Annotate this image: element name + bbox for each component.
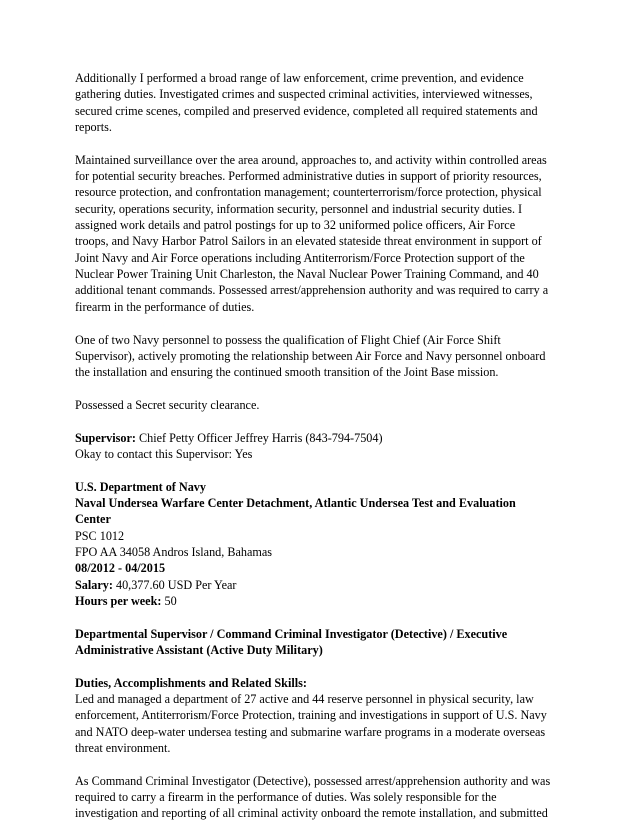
supervisor-block xyxy=(75,430,569,463)
text-line: threat environment. xyxy=(75,741,171,756)
text-line: Supervisor), actively promoting the relationship between Air Force and Navy personnel onboard xyxy=(75,348,546,363)
text-line: Possessed a Secret security clearance. xyxy=(75,397,260,412)
supervisor-line xyxy=(75,430,569,446)
text-line: the installation and ensuring the continued smooth transition of the Joint Base mission. xyxy=(75,365,499,380)
supervisor-value: Chief Petty Officer Jeffrey Harris (843-794-7504) xyxy=(135,430,383,445)
position-title-line: Departmental Supervisor / Command Criminal Investigator (Detective) / Executive xyxy=(75,626,508,641)
position-title xyxy=(75,626,569,659)
hours-value: 50 xyxy=(161,594,177,608)
text-line: Nuclear Power Training Unit Charleston, the Naval Nuclear Power Training Command, and 40 xyxy=(75,267,539,282)
hours-label: Hours per week: xyxy=(75,594,162,608)
text-line: Joint Navy and Air Force operations including Antiterrorism/Force Protection support of the xyxy=(75,250,525,265)
text-line: assigned work details and patrol postings for up to 32 uniformed police officers, Air Force xyxy=(75,218,516,233)
text-line: gathering duties. Investigated crimes and suspected criminal activities, interviewed witnesses, xyxy=(75,87,533,102)
hours-line xyxy=(75,593,569,609)
employer-block xyxy=(75,479,569,610)
employer-unit: Naval Undersea Warfare Center Detachment, Atlantic Undersea Test and Evaluation xyxy=(75,495,516,510)
text-line: secured crime scenes, compiled and preserved evidence, completed all required statements and xyxy=(75,103,538,118)
text-line: for potential security breaches. Performed administrative duties in support of priority resources, xyxy=(75,169,542,184)
salary-label: Salary: xyxy=(75,577,113,592)
employment-dates: 08/2012 - 04/2015 xyxy=(75,561,166,576)
employer-unit: Center xyxy=(75,512,111,527)
text-line: enforcement, Antiterrorism/Force Protection, training and investigations in support of U.S. Navy xyxy=(75,708,547,723)
paragraph-clearance xyxy=(75,397,569,413)
paragraph-surveillance xyxy=(75,152,569,315)
text-line: investigation and reporting of all criminal activity onboard the remote installation, and submitted xyxy=(75,806,548,821)
paragraph-law-enforcement xyxy=(75,70,569,135)
employer-agency: U.S. Department of Navy xyxy=(75,479,206,494)
duties-block xyxy=(75,675,569,757)
employer-address: FPO AA 34058 Andros Island, Bahamas xyxy=(75,544,273,559)
paragraph-investigator xyxy=(75,773,569,822)
supervisor-label: Supervisor: xyxy=(75,430,136,445)
salary-value: 40,377.60 USD Per Year xyxy=(112,577,237,592)
paragraph-flight-chief xyxy=(75,332,569,381)
duties-heading: Duties, Accomplishments and Related Skills: xyxy=(75,675,307,690)
text-line: Maintained surveillance over the area around, approaches to, and activity within controlled areas xyxy=(75,152,547,167)
employer-address: PSC 1012 xyxy=(75,528,125,543)
text-line: As Command Criminal Investigator (Detective), possessed arrest/apprehension authority and was xyxy=(75,773,551,788)
text-line: firearm in the performance of duties. xyxy=(75,299,255,314)
text-line: Led and managed a department of 27 active and 44 reserve personnel in physical security, law xyxy=(75,692,534,707)
text-line: reports. xyxy=(75,120,112,135)
text-line: Additionally I performed a broad range of law enforcement, crime prevention, and evidence xyxy=(75,71,524,85)
text-line: additional tenant commands. Possessed arrest/apprehension authority and was required to carry a xyxy=(75,283,549,298)
text-line: required to carry a firearm in the performance of duties. Was solely responsible for the xyxy=(75,790,497,805)
position-title-line: Administrative Assistant (Active Duty Military) xyxy=(75,643,323,658)
text-line: resource protection, and confrontation management; counterterrorism/force protection, physical xyxy=(75,185,542,200)
text-line: security, operations security, information security, personnel and industrial security duties. I xyxy=(75,201,523,216)
text-line: and NATO deep-water undersea testing and submarine warfare programs in a moderate overseas xyxy=(75,724,546,739)
text-line: One of two Navy personnel to possess the qualification of Flight Chief (Air Force Shift xyxy=(75,332,501,347)
salary-line xyxy=(75,577,569,593)
supervisor-contact: Okay to contact this Supervisor: Yes xyxy=(75,446,253,461)
resume-page xyxy=(75,70,569,822)
text-line: troops, and Navy Harbor Patrol Sailors in an elevated stateside threat environment in support of xyxy=(75,234,542,249)
